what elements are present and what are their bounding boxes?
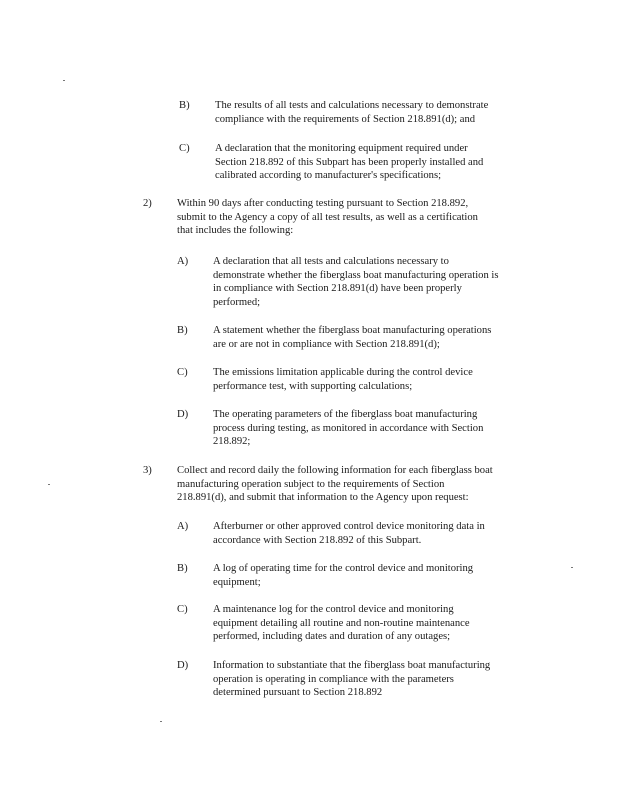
item-label: 3) [143,465,152,476]
item-label: A) [177,256,189,267]
item-text: A statement whether the fiberglass boat manufacturing operations are or are not in compliance with Section 218.891(d); [213,325,492,350]
item-label: B) [179,100,190,111]
item-text: A log of operating time for the control device and monitoring equipment; [213,563,474,588]
item-text: Information to substantiate that the fiberglass boat manufacturing operation is operating in compliance with the parameters determined pursuant to Section 218.892 [213,660,491,698]
item-label: A) [177,521,189,532]
item-text: Within 90 days after conducting testing pursuant to Section 218.892, submit to the Agency a copy of all test results, as well as a certification that includes the following: [177,198,478,236]
scan-speck [48,484,50,485]
item-text: A maintenance log for the control device and monitoring equipment detailing all routine and non-routine maintenance performed, including dates and duration of any outages; [213,604,470,642]
item-label: D) [177,409,189,420]
item-label: C) [179,143,190,154]
scan-speck [160,721,162,722]
item-label: 2) [143,198,152,209]
item-label: B) [177,563,188,574]
item-text: A declaration that the monitoring equipment required under Section 218.892 of this Subpart has been properly installed and calibrated according to manufacturer's specifications; [215,143,484,181]
item-text: A declaration that all tests and calculations necessary to demonstrate whether the fiberglass boat manufacturing operation is in compliance with Section 218.891(d) have been properly performed; [213,256,499,308]
item-text: Collect and record daily the following information for each fiberglass boat manufacturing operation subject to the requirements of Section 218.891(d), and submit that information to the Agency upon request: [177,465,493,503]
item-label: B) [177,325,188,336]
item-label: C) [177,604,188,615]
item-text: The results of all tests and calculations necessary to demonstrate compliance with the requirements of Section 218.891(d); and [215,100,489,125]
item-text: The emissions limitation applicable during the control device performance test, with supporting calculations; [213,367,473,392]
scan-speck [571,567,573,568]
item-label: C) [177,367,188,378]
item-text: The operating parameters of the fiberglass boat manufacturing process during testing, as monitored in accordance with Section 218.892; [213,409,484,447]
scan-speck [63,80,65,81]
item-text: Afterburner or other approved control device monitoring data in accordance with Section 218.892 of this Subpart. [213,521,485,546]
item-label: D) [177,660,189,671]
